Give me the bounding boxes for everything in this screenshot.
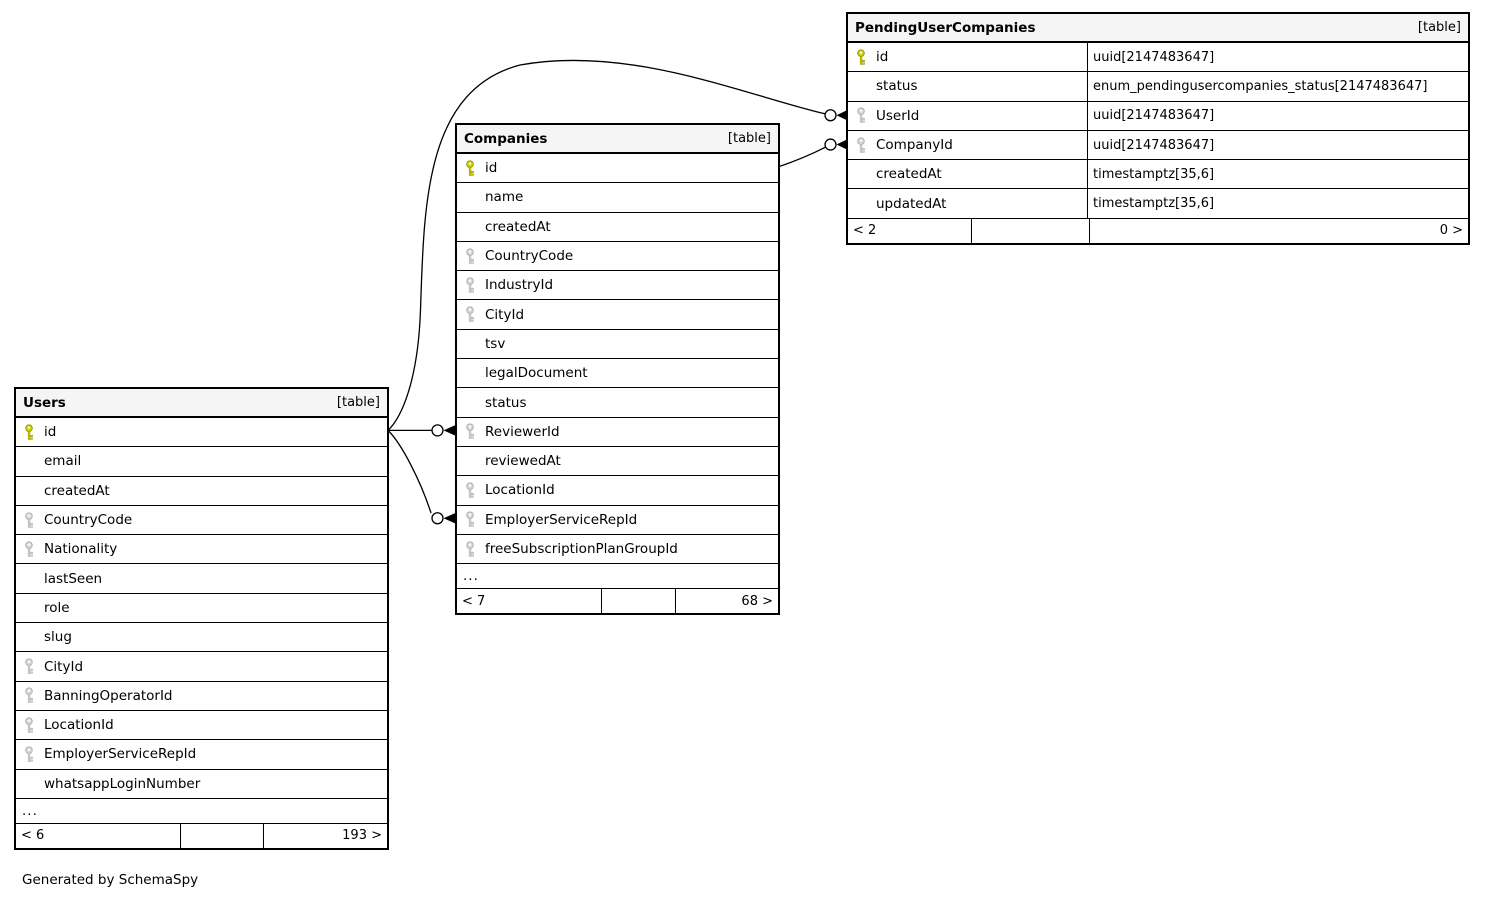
column-row-id (848, 43, 1468, 72)
connector-circle-reviewerid (432, 425, 443, 436)
column-name: LocationId (485, 482, 555, 499)
table-header-pendingusercompanies[interactable] (848, 14, 1468, 43)
column-name: CityId (44, 658, 84, 675)
column-row-lastseen (16, 564, 387, 593)
column-type: uuid[2147483647] (1093, 108, 1215, 124)
column-row-nationality (16, 535, 387, 564)
column-name-cell (457, 330, 778, 358)
connector-circle-companyid (825, 139, 836, 150)
column-name: EmployerServiceRepId (485, 511, 638, 528)
key-icon-slot (24, 512, 44, 529)
column-name-cell (848, 131, 1088, 159)
column-name: lastSeen (44, 570, 103, 587)
column-name: legalDocument (485, 365, 588, 382)
footer-row-count: 193 > (342, 828, 382, 844)
column-name: CompanyId (876, 137, 953, 154)
column-row-id (457, 154, 778, 183)
column-name: id (44, 424, 57, 441)
column-row-tsv (457, 330, 778, 359)
column-row-locationid (457, 476, 778, 505)
column-name-cell (457, 154, 778, 182)
column-name: IndustryId (485, 277, 554, 294)
column-name-cell (457, 476, 778, 504)
key-icon-slot (465, 248, 485, 265)
foreign-key-icon (24, 746, 35, 763)
column-name: createdAt (485, 218, 551, 235)
key-icon-slot (24, 717, 44, 734)
column-name-cell (16, 418, 387, 446)
column-name: status (876, 78, 918, 95)
column-name: UserId (876, 107, 920, 124)
column-row-name (457, 183, 778, 212)
column-row-companyid (848, 131, 1468, 160)
column-name-cell (16, 652, 387, 680)
column-name-cell (457, 447, 778, 475)
key-icon-slot (24, 658, 44, 675)
columns-ellipsis-row: ... (457, 564, 778, 589)
table-header-companies[interactable] (457, 125, 778, 154)
column-name: freeSubscriptionPlanGroupId (485, 541, 678, 557)
key-icon-slot (465, 306, 485, 323)
foreign-key-icon (465, 511, 476, 528)
column-name: whatsappLoginNumber (44, 775, 201, 792)
key-icon-slot (856, 107, 876, 124)
key-icon-slot (24, 541, 44, 558)
column-name-cell (16, 770, 387, 798)
table-title: Companies (464, 130, 548, 147)
column-row-userid (848, 102, 1468, 131)
column-name-cell (848, 160, 1088, 188)
column-row-id (16, 418, 387, 447)
column-row-email (16, 447, 387, 476)
foreign-key-icon (856, 137, 867, 154)
table-companies[interactable] (455, 123, 780, 615)
column-name-cell (457, 213, 778, 241)
key-icon-slot (465, 541, 485, 558)
column-row-updatedat (848, 189, 1468, 218)
column-name: Nationality (44, 541, 118, 558)
foreign-key-icon (24, 541, 35, 558)
column-row-cityid (457, 300, 778, 329)
key-icon-slot (465, 423, 485, 440)
connector-circle-employerservicerepid (432, 513, 443, 524)
column-name-cell (457, 418, 778, 446)
column-row-createdat (848, 160, 1468, 189)
column-row-createdat (457, 213, 778, 242)
column-name: updatedAt (876, 195, 947, 212)
foreign-key-icon (24, 658, 35, 675)
column-type: enum_pendingusercompanies_status[2147483647] (1093, 78, 1428, 94)
column-row-employerservicerepid (457, 506, 778, 535)
column-type: timestamptz[35,6] (1093, 196, 1215, 212)
column-type: uuid[2147483647] (1093, 49, 1215, 65)
column-row-banningoperatorid (16, 682, 387, 711)
column-row-cityid (16, 652, 387, 681)
column-name: createdAt (876, 166, 942, 183)
foreign-key-icon (465, 248, 476, 265)
primary-key-icon (465, 160, 476, 177)
column-name-cell (16, 740, 387, 768)
column-name-cell (457, 183, 778, 211)
primary-key-icon (24, 424, 35, 441)
foreign-key-icon (465, 306, 476, 323)
table-users[interactable] (14, 387, 389, 850)
table-footer (16, 824, 387, 848)
column-name: BanningOperatorId (44, 687, 173, 704)
column-name-cell (848, 102, 1088, 130)
table-pendingusercompanies[interactable] (846, 12, 1470, 245)
column-name: id (876, 49, 889, 66)
column-row-status (848, 72, 1468, 101)
column-name-cell (16, 564, 387, 592)
key-icon-slot (465, 511, 485, 528)
generated-by-note: Generated by SchemaSpy (22, 872, 199, 888)
column-name-cell (457, 359, 778, 387)
column-name: LocationId (44, 717, 114, 734)
column-name: CountryCode (485, 248, 574, 265)
table-body (16, 418, 387, 824)
column-row-freesubscriptionplangroupid (457, 535, 778, 564)
column-name-cell (848, 189, 1088, 217)
column-row-reviewedat (457, 447, 778, 476)
key-icon-slot (24, 746, 44, 763)
table-type-badge: [table] (1417, 20, 1461, 35)
footer-fk-count: < 7 (457, 589, 602, 613)
column-name: slug (44, 629, 72, 646)
column-name: role (44, 599, 70, 616)
column-name-cell (457, 242, 778, 270)
column-name: email (44, 453, 82, 470)
column-row-whatsapploginnumber (16, 770, 387, 799)
column-name-cell (16, 477, 387, 505)
column-name-cell (16, 535, 387, 563)
column-name: name (485, 189, 524, 206)
foreign-key-icon (465, 277, 476, 294)
table-title: PendingUserCompanies (855, 19, 1036, 36)
column-name: CountryCode (44, 512, 133, 529)
column-name-cell (16, 506, 387, 534)
relationship-companies-id-to-pendingusercompanies-companyid (779, 147, 825, 166)
column-name-cell (457, 506, 778, 534)
key-icon-slot (465, 277, 485, 294)
table-header-users[interactable] (16, 389, 387, 418)
table-type-badge: [table] (727, 131, 771, 146)
column-name-cell (16, 594, 387, 622)
column-name: status (485, 394, 527, 411)
column-name-cell (16, 711, 387, 739)
footer-fk-count: < 2 (848, 219, 972, 243)
foreign-key-icon (856, 107, 867, 124)
column-name: EmployerServiceRepId (44, 746, 197, 763)
footer-mid-cell (602, 589, 676, 613)
column-row-countrycode (457, 242, 778, 271)
column-name: reviewedAt (485, 453, 561, 470)
columns-ellipsis-row: ... (16, 799, 387, 824)
key-icon-slot (856, 49, 876, 66)
footer-mid-cell (181, 824, 264, 848)
footer-mid-cell (972, 219, 1090, 243)
table-type-badge: [table] (336, 395, 380, 410)
column-name: tsv (485, 335, 506, 352)
column-row-role (16, 594, 387, 623)
table-footer (848, 219, 1468, 243)
column-name-cell (848, 43, 1088, 71)
foreign-key-icon (24, 512, 35, 529)
column-name-cell (457, 300, 778, 328)
foreign-key-icon (24, 717, 35, 734)
table-body (457, 154, 778, 589)
column-name: ReviewerId (485, 423, 560, 440)
key-icon-slot (465, 160, 485, 177)
key-icon-slot (465, 482, 485, 499)
column-name: createdAt (44, 482, 110, 499)
column-name-cell (16, 682, 387, 710)
foreign-key-icon (465, 423, 476, 440)
column-type: uuid[2147483647] (1093, 137, 1215, 153)
table-title: Users (23, 394, 66, 411)
column-row-employerservicerepid (16, 740, 387, 769)
column-name: CityId (485, 306, 525, 323)
primary-key-icon (856, 49, 867, 66)
foreign-key-icon (465, 482, 476, 499)
column-row-reviewerid (457, 418, 778, 447)
column-name-cell (16, 623, 387, 651)
footer-fk-count: < 6 (16, 824, 181, 848)
connector-circle-userid (825, 110, 836, 121)
key-icon-slot (24, 424, 44, 441)
table-footer (457, 589, 778, 613)
footer-row-count: 0 > (1439, 223, 1463, 239)
column-name-cell (457, 271, 778, 299)
column-row-status (457, 388, 778, 417)
table-body (848, 43, 1468, 219)
column-row-slug (16, 623, 387, 652)
column-row-industryid (457, 271, 778, 300)
column-row-countrycode (16, 506, 387, 535)
column-name-cell (457, 535, 778, 563)
column-row-createdat (16, 477, 387, 506)
column-name-cell (848, 72, 1088, 100)
footer-row-count: 68 > (741, 593, 773, 609)
column-type: timestamptz[35,6] (1093, 166, 1215, 182)
column-name-cell (16, 447, 387, 475)
key-icon-slot (24, 687, 44, 704)
foreign-key-icon (465, 541, 476, 558)
column-name: id (485, 160, 498, 177)
column-row-locationid (16, 711, 387, 740)
column-name-cell (457, 388, 778, 416)
relationship-users-id-to-companies-employerservicerepid (388, 430, 431, 513)
foreign-key-icon (24, 687, 35, 704)
column-row-legaldocument (457, 359, 778, 388)
key-icon-slot (856, 137, 876, 154)
